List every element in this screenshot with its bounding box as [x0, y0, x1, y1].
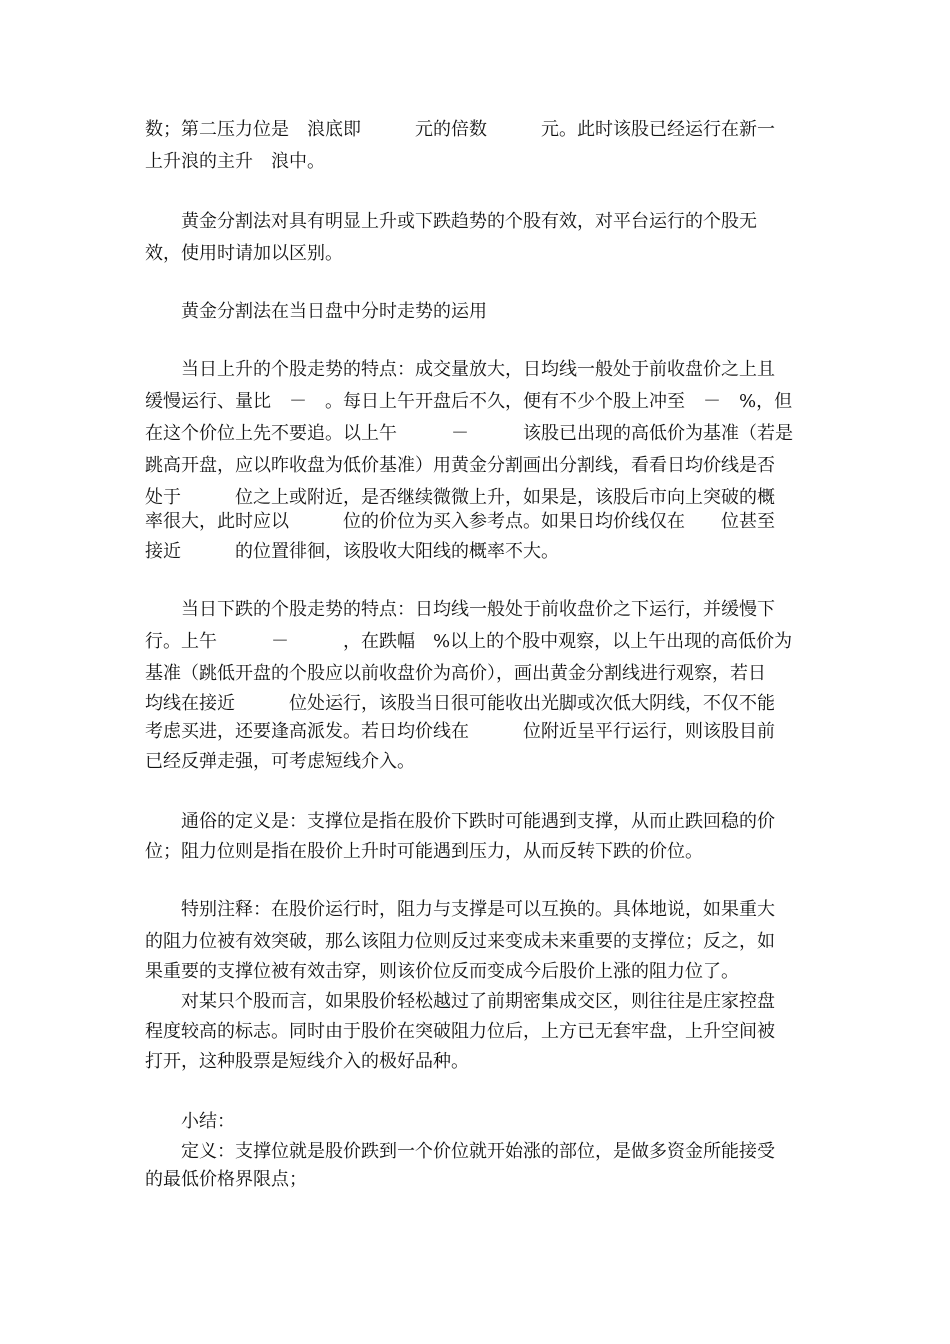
text-line: 当日下跌的个股走势的特点：日均线一般处于前收盘价之下运行，并缓慢下 [145, 599, 775, 620]
text-line: 程度较高的标志。同时由于股价在突破阻力位后，上方已无套牢盘，上升空间被 [145, 1021, 775, 1042]
text-line: 黄金分割法对具有明显上升或下跌趋势的个股有效，对平台运行的个股无 [145, 211, 757, 232]
text-line: 缓慢运行、量比 － 。每日上午开盘后不久，便有不少个股上冲至 － %，但 [145, 391, 793, 412]
text-line: 行。上午 － ，在跌幅 %以上的个股中观察，以上午出现的高低价为 [145, 631, 793, 652]
text-line: 特别注释：在股价运行时，阻力与支撑是可以互换的。具体地说，如果重大 [145, 899, 775, 920]
text-line: 在这个价位上先不要追。以上午 － 该股已出现的高低价为基准（若是 [145, 423, 793, 444]
text-line: 跳高开盘，应以昨收盘为低价基准）用黄金分割画出分割线，看看日均价线是否 [145, 455, 775, 476]
text-line: 的阻力位被有效突破，那么该阻力位则反过来变成未来重要的支撑位；反之，如 [145, 931, 775, 952]
text-line: 均线在接近 位处运行，该股当日很可能收出光脚或次低大阴线，不仅不能 [145, 693, 775, 714]
text-line: 通俗的定义是：支撑位是指在股价下跌时可能遇到支撑，从而止跌回稳的价 [145, 811, 775, 832]
text-line: 位；阻力位则是指在股价上升时可能遇到压力，从而反转下跌的价位。 [145, 841, 703, 862]
text-line: 接近 的位置徘徊，该股收大阳线的概率不大。 [145, 541, 559, 562]
text-line: 打开，这种股票是短线介入的极好品种。 [145, 1051, 469, 1072]
text-line: 考虑买进，还要逢高派发。若日均价线在 位附近呈平行运行，则该股目前 [145, 721, 775, 742]
text-line: 上升浪的主升 浪中。 [145, 151, 325, 172]
text-line: 已经反弹走强，可考虑短线介入。 [145, 751, 415, 772]
text-line: 定义：支撑位就是股价跌到一个价位就开始涨的部位，是做多资金所能接受 [145, 1141, 775, 1162]
section-heading: 小结： [145, 1111, 235, 1132]
section-heading: 黄金分割法在当日盘中分时走势的运用 [145, 301, 487, 322]
text-line: 果重要的支撑位被有效击穿，则该价位反而变成今后股价上涨的阻力位了。 [145, 961, 739, 982]
text-line: 效，使用时请加以区别。 [145, 243, 343, 264]
text-line: 的最低价格界限点； [145, 1169, 307, 1190]
text-line: 基准（跳低开盘的个股应以前收盘价为高价），画出黄金分割线进行观察，若日 [145, 663, 766, 684]
text-line: 处于 位之上或附近，是否继续微微上升，如果是，该股后市向上突破的概 [145, 487, 775, 508]
text-line: 数；第二压力位是 浪底即 元的倍数 元。此时该股已经运行在新一 [145, 119, 775, 140]
text-line: 率很大，此时应以 位的价位为买入参考点。如果日均价线仅在 位甚至 [145, 511, 775, 532]
text-line: 当日上升的个股走势的特点：成交量放大，日均线一般处于前收盘价之上且 [145, 359, 775, 380]
text-line: 对某只个股而言，如果股价轻松越过了前期密集成交区，则往往是庄家控盘 [145, 991, 775, 1012]
